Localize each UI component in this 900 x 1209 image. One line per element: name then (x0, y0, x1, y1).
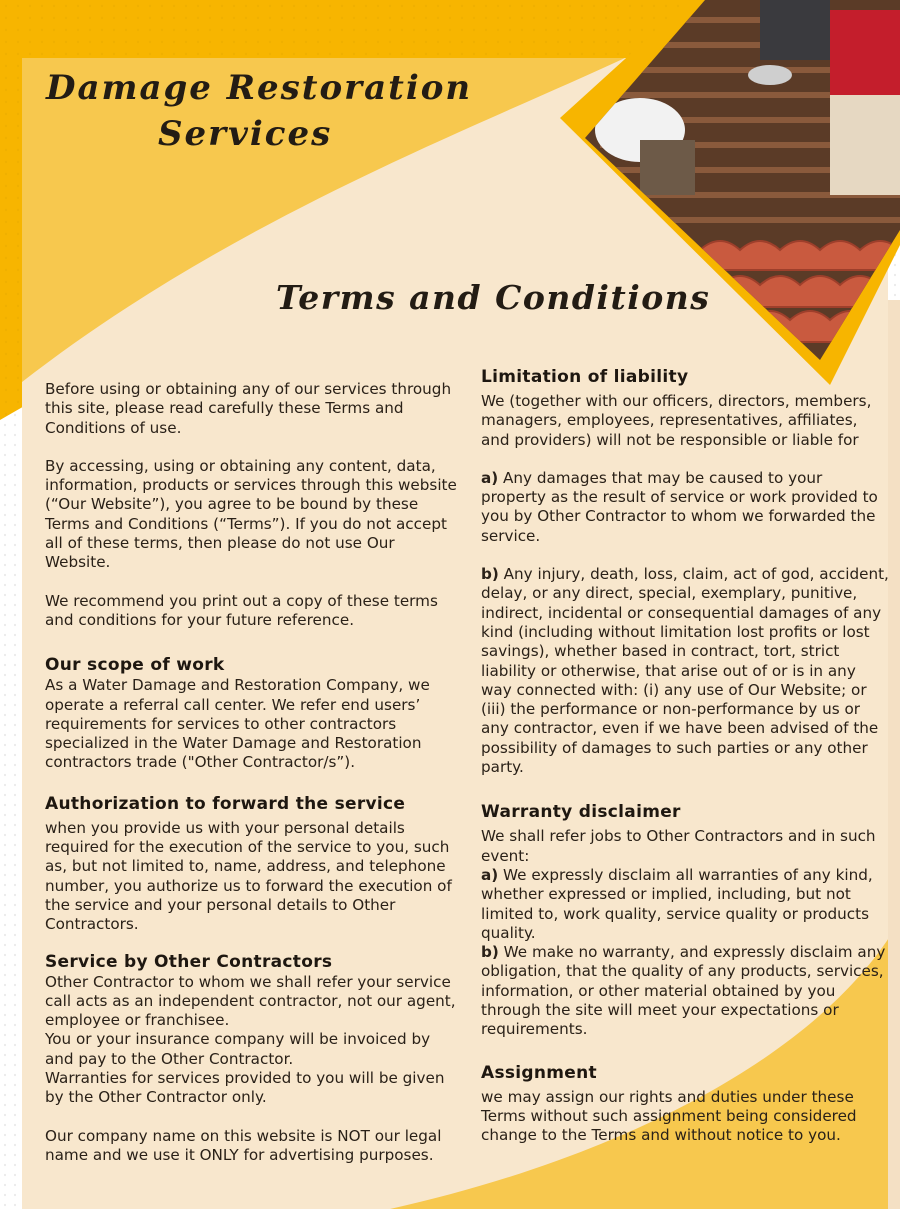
liability-b-label: b) (481, 565, 499, 584)
authorization-text: when you provide us with your personal details required for the execution of the service to you, such as, but not limited to, name, address, and telephone number, you authorize us to forward the execution of the service and your personal details to Other Contractors. (45, 818, 452, 934)
warranty-text: We shall refer jobs to Other Contractors and in such event: (481, 827, 876, 865)
liability-b-text: Any injury, death, loss, claim, act of god, accident, delay, or any direct, special, exemplary, punitive, indirect, incidental or consequential damages of any kind (including without limitation lost profits or lost savings), whether based in contract, tort, strict liability or otherwise, that arise out of or is in any way connected with: (i) any use of Our Website; or (iii) the performance or non-performance by us or any contractor, even if we have been advised of the possibility of damages to such parties or any other party. (481, 565, 889, 777)
authorization-heading: Authorization to forward the service (45, 793, 406, 814)
liability-item-a (481, 469, 890, 546)
assignment-text: we may assign our rights and duties under these Terms without such assignment being considered change to the Terms and without notice to you. (481, 1087, 857, 1145)
left-column (45, 380, 463, 1165)
site-title-line-1: Damage Restoration (46, 68, 473, 108)
service-text-1: Other Contractor to whom we shall refer your service call acts as an independent contractor, not our agent, employee or franchisee. (45, 972, 456, 1030)
liability-heading: Limitation of liability (481, 367, 689, 387)
site-title-line-2: Services (158, 114, 333, 154)
liability-item-b (481, 565, 890, 777)
service-text-2: You or your insurance company will be invoiced by and pay to the Other Contractor. (45, 1030, 431, 1068)
company-name-note: Our company name on this website is NOT our legal name and we use it ONLY for advertising purposes. (45, 1126, 442, 1164)
liability-text: We (together with our officers, directors, members, managers, employees, representatives, affiliates, and providers) will not be responsible or liable for (481, 392, 872, 449)
intro-paragraph-1: Before using or obtaining any of our services through this site, please read carefully these Terms and Conditions of use. (45, 380, 452, 437)
service-heading: Service by Other Contractors (45, 951, 333, 972)
intro-paragraph-3: We recommend you print out a copy of these terms and conditions for your future reference. (45, 591, 438, 629)
liability-a-text: Any damages that may be caused to your property as the result of service or work provided to you by Other Contractor to whom we forwarded the service. (481, 468, 878, 545)
warranty-b-text: We make no warranty, and expressly disclaim any obligation, that the quality of any products, services, information, or other material obtained by you through the site will meet your expectations or requirements. (481, 943, 886, 1039)
service-text-3: Warranties for services provided to you will be given by the Other Contractor only. (45, 1069, 445, 1107)
scope-heading: Our scope of work (45, 655, 225, 676)
warranty-a-text: We expressly disclaim all warranties of any kind, whether expressed or implied, including, but not limited to, work quality, service quality or products quality. (481, 865, 873, 942)
warranty-heading: Warranty disclaimer (481, 802, 681, 823)
warranty-item-a (481, 866, 890, 943)
warranty-b-label: b) (481, 943, 499, 962)
assignment-heading: Assignment (481, 1062, 597, 1083)
liability-a-label: a) (481, 468, 499, 487)
intro-paragraph-2: By accessing, using or obtaining any content, data, information, products or services through this website (“Our Website”), you agree to be bound by these Terms and Conditions (“Terms”). If you do not accept all of these terms, then please do not use Our Website. (45, 456, 457, 572)
right-column (481, 366, 890, 1146)
warranty-a-label: a) (481, 865, 499, 884)
scope-text: As a Water Damage and Restoration Company, we operate a referral call center. We refer end users’ requirements for services to other contractors specialized in the Water Damage and Restoration contractors trade ("Other Contractor/s”). (45, 676, 430, 772)
warranty-item-b (481, 943, 890, 1039)
page-title: Terms and Conditions (276, 278, 711, 317)
